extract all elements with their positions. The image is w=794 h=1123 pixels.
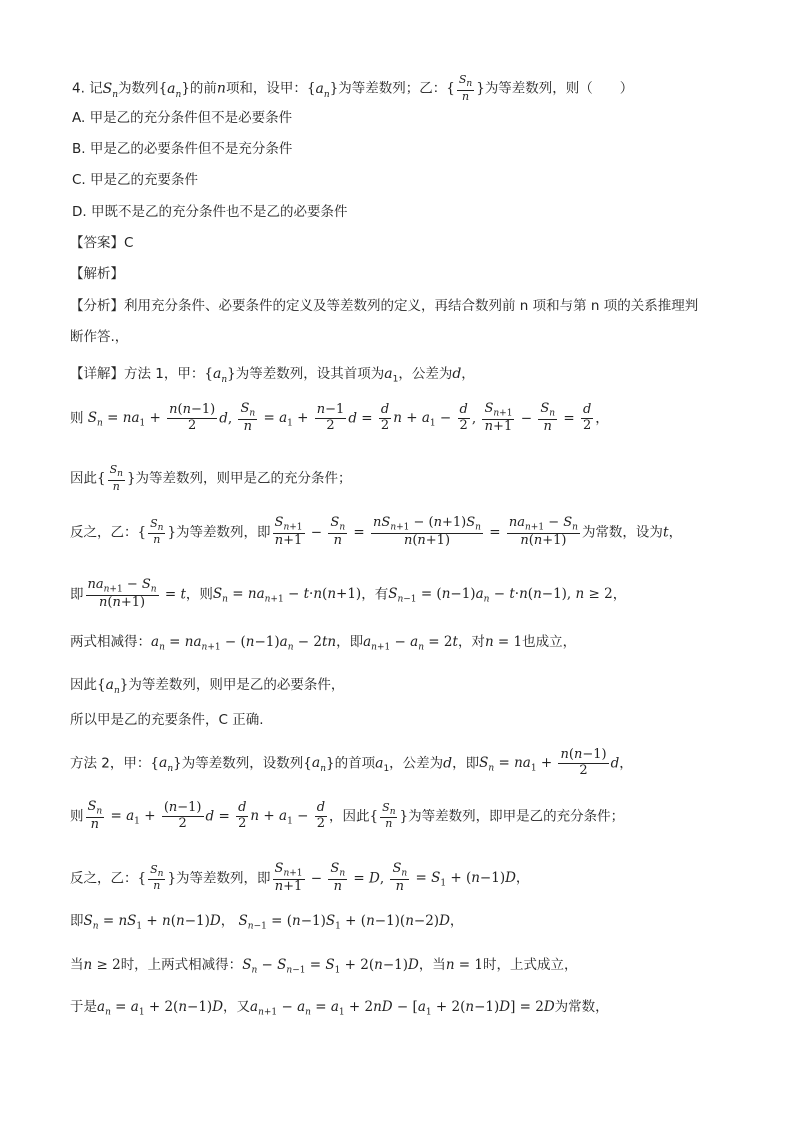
analysis-tag: 【解析】 xyxy=(70,266,124,282)
detail-line-14: 于是$a_n = a_1 + 2(n-1)D$，又$a_{n+1} - a_n = a_1 + 2nD - [a_1 + 2(n-1)D] = 2D$为常数， xyxy=(70,999,609,1018)
fenxi-line-2: 断作答.， xyxy=(70,329,129,345)
detail-line-8: 所以甲是乙的充要条件，C 正确. xyxy=(70,712,264,728)
detail-line-11: 反之，乙：{ $\frac{S_n}{n}$ }为等差数列，即 $\frac{S_{n+1}}{n+1}$ − $\frac{S_n}{n}$ = D, $\frac{S_n}{n}$ = $S_1 + (n-1)D$， xyxy=(70,861,530,894)
detail-line-10: 则 $\frac{S_n}{n}$ = $a_1$ + $\frac{(n-1)}{2}$ d = $\frac{d}{2}$ $n + a_1$ − $\frac{d}{2}$ ，因此{ $\frac{S_n}{n}$ }为等差数列，即甲是乙的充分条件； xyxy=(70,799,625,832)
option-c[interactable]: C. 甲是乙的充要条件 xyxy=(72,172,199,188)
option-d[interactable]: D. 甲既不是乙的充分条件也不是乙的必要条件 xyxy=(72,204,348,220)
detail-line-13: 当n ≥ 2时，上两式相减得：$S_n - S_{n-1} = S_1 + 2(n-1)D$，当n = 1时，上式成立， xyxy=(70,957,578,976)
detail-line-5: 即 $\frac{na_{n+1} - S_n}{n(n+1)}$ = t，则$S_n = na_{n+1} - t\cdot n(n+1)$，有$S_{n-1} = (n-1)a_n - t\cdot n(n-1)$, n ≥ 2， xyxy=(70,577,627,610)
question-line: 4. 记$S_n$为数列$\{a_n\}$的前n项和，设甲：$\{a_n\}$为等差数列；乙：{ $\frac{S_n}{n}$ }为等差数列，则（ ） xyxy=(72,73,634,103)
detail-line-4: 反之，乙：{ $\frac{S_n}{n}$ }为等差数列，即 $\frac{S_{n+1}}{n+1}$ − $\frac{S_n}{n}$ = $\frac{nS_{n+1} - (n+1)S_n}{n(n+1)}$ = $\frac{na_{n+1} - S_n}{n(n+1)}$ 为常数，设为t， xyxy=(70,515,683,548)
detail-line-9: 方法 2，甲：$\{a_n\}$为等差数列，设数列$\{a_n\}$的首项$a_1$，公差为d，即$S_n = na_1$ + $\frac{n(n-1)}{2}$ d， xyxy=(70,747,633,778)
option-a[interactable]: A. 甲是乙的充分条件但不是必要条件 xyxy=(72,110,293,126)
detail-line-12: 即$S_n = nS_1 + n(n-1)D$， $S_{n-1} = (n-1)S_1 + (n-1)(n-2)D$， xyxy=(70,913,464,932)
detail-line-7: 因此$\{a_n\}$为等差数列，则甲是乙的必要条件， xyxy=(70,677,345,696)
detail-line-1: 【详解】方法 1，甲：$\{a_n\}$为等差数列，设其首项为$a_1$，公差为d， xyxy=(70,366,475,385)
answer-line: 【答案】C xyxy=(70,235,134,251)
fenxi-line-1: 【分析】利用充分条件、必要条件的定义及等差数列的定义，再结合数列前 n 项和与第 n 项的关系推理判 xyxy=(70,298,699,314)
detail-line-2: 则 $S_n = na_1$ + $\frac{n(n-1)}{2}$ d, $\frac{S_n}{n}$ = $a_1$ + $\frac{n-1}{2}$ d = $\frac{d}{2}$ $n + a_1$ − $\frac{d}{2}$ , $\frac{S_{n+1}}{n+1}$ − $\frac{S_n}{n}$ = $\frac{d}{2}$ ， xyxy=(70,401,609,434)
detail-line-3: 因此{ $\frac{S_n}{n}$ }为等差数列，则甲是乙的充分条件； xyxy=(70,463,352,493)
detail-line-6: 两式相减得：$a_n = na_{n+1} - (n-1)a_n - 2tn$，即$a_{n+1} - a_n = 2t$，对n = 1也成立， xyxy=(70,634,577,653)
option-b[interactable]: B. 甲是乙的必要条件但不是充分条件 xyxy=(72,141,293,157)
